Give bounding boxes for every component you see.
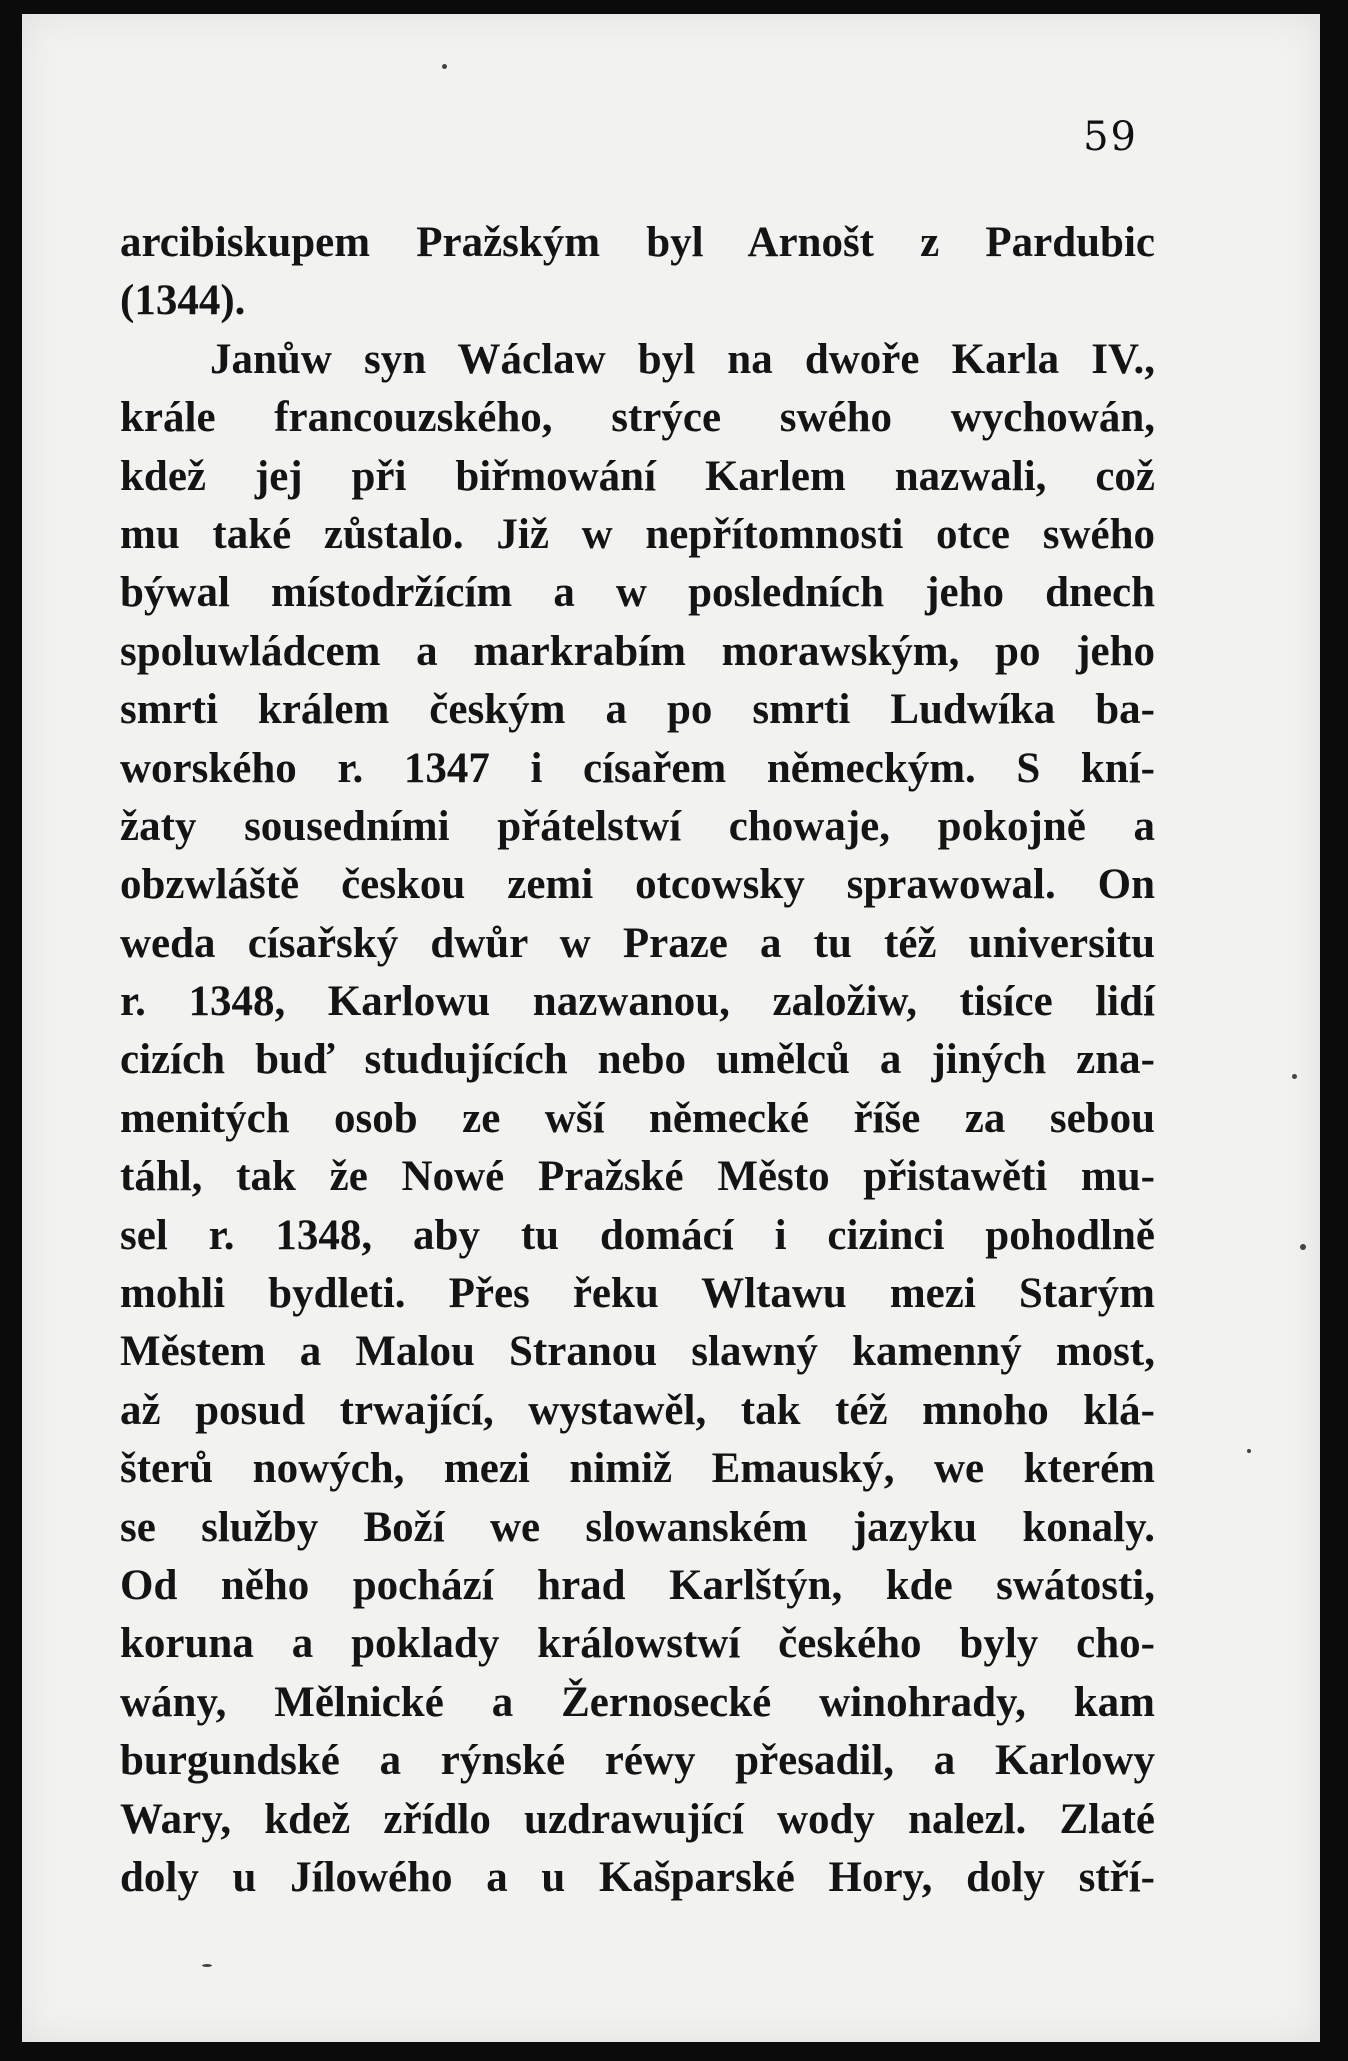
page-number: 59 [1083,114,1138,160]
text-line: až posud trwající, wystawěl, tak též mnoho klá- [120,1386,1155,1434]
scan-speck [1292,1074,1297,1079]
text-line: Wary, kdež zřídlo uzdrawující wody nalezl. Zlaté [120,1795,1155,1843]
text-line: weda císařský dwůr w Praze a tu též universitu [120,919,1155,967]
text-line: cizích buď studujících nebo umělců a jiných zna- [120,1036,1155,1084]
scan-speck [442,64,447,69]
text-line: menitých osob ze wší německé říše za sebou [120,1094,1155,1142]
text-line: r. 1348, Karlowu nazwanou, založiw, tisíce lidí [120,978,1155,1026]
text-line: smrti králem českým a po smrti Ludwíka ba- [120,686,1155,734]
body-text [120,214,1155,1907]
text-line: koruna a poklady králowstwí českého byly cho- [120,1620,1155,1668]
book-page [22,14,1320,2042]
text-line: obzwláště českou zemi otcowsky sprawowal. On [120,861,1155,909]
text-line: mu také zůstalo. Již w nepřítomnosti otce swého [120,510,1155,558]
scan-speck [1247,1449,1251,1453]
text-line: arcibiskupem Pražským byl Arnošt z Pardubic [120,219,1155,266]
scan-speck [1300,1244,1306,1250]
text-line: spoluwládcem a markrabím morawským, po jeho [120,627,1155,675]
text-line: krále francouzského, strýce swého wychowán, [120,394,1155,442]
text-line: Od něho pochází hrad Karlštýn, kde swátosti, [120,1561,1155,1609]
text-line: býwal místodržícím a w posledních jeho dnech [120,569,1155,617]
text-line: kdež jej při biřmowání Karlem nazwali, což [120,452,1155,500]
text-line: sel r. 1348, aby tu domácí i cizinci pohodlně [120,1211,1155,1259]
text-line: Městem a Malou Stranou slawný kamenný most, [120,1328,1155,1376]
text-line: worského r. 1347 i císařem německým. S kní- [120,744,1155,792]
text-line: wány, Mělnické a Žernosecké winohrady, kam [120,1678,1155,1726]
text-line: šterů nowých, mezi nimiž Emauský, we kterém [120,1445,1155,1493]
text-line: burgundské a rýnské réwy přesadil, a Karlowy [120,1737,1155,1785]
text-line: žaty sousedními přátelstwí chowaje, pokojně a [120,802,1155,850]
text-line: (1344). [120,277,246,325]
text-line: táhl, tak že Nowé Pražské Město přistawěti mu- [120,1153,1155,1201]
text-line: doly u Jílowého a u Kašparské Hory, doly stří- [120,1853,1155,1901]
scan-speck [202,1964,212,1967]
text-line: se služby Boží we slowanském jazyku konaly. [120,1503,1155,1551]
text-line: mohli bydleti. Přes řeku Wltawu mezi Starým [120,1270,1155,1318]
text-line: Janůw syn Wáclaw byl na dwoře Karla IV., [210,335,1155,383]
